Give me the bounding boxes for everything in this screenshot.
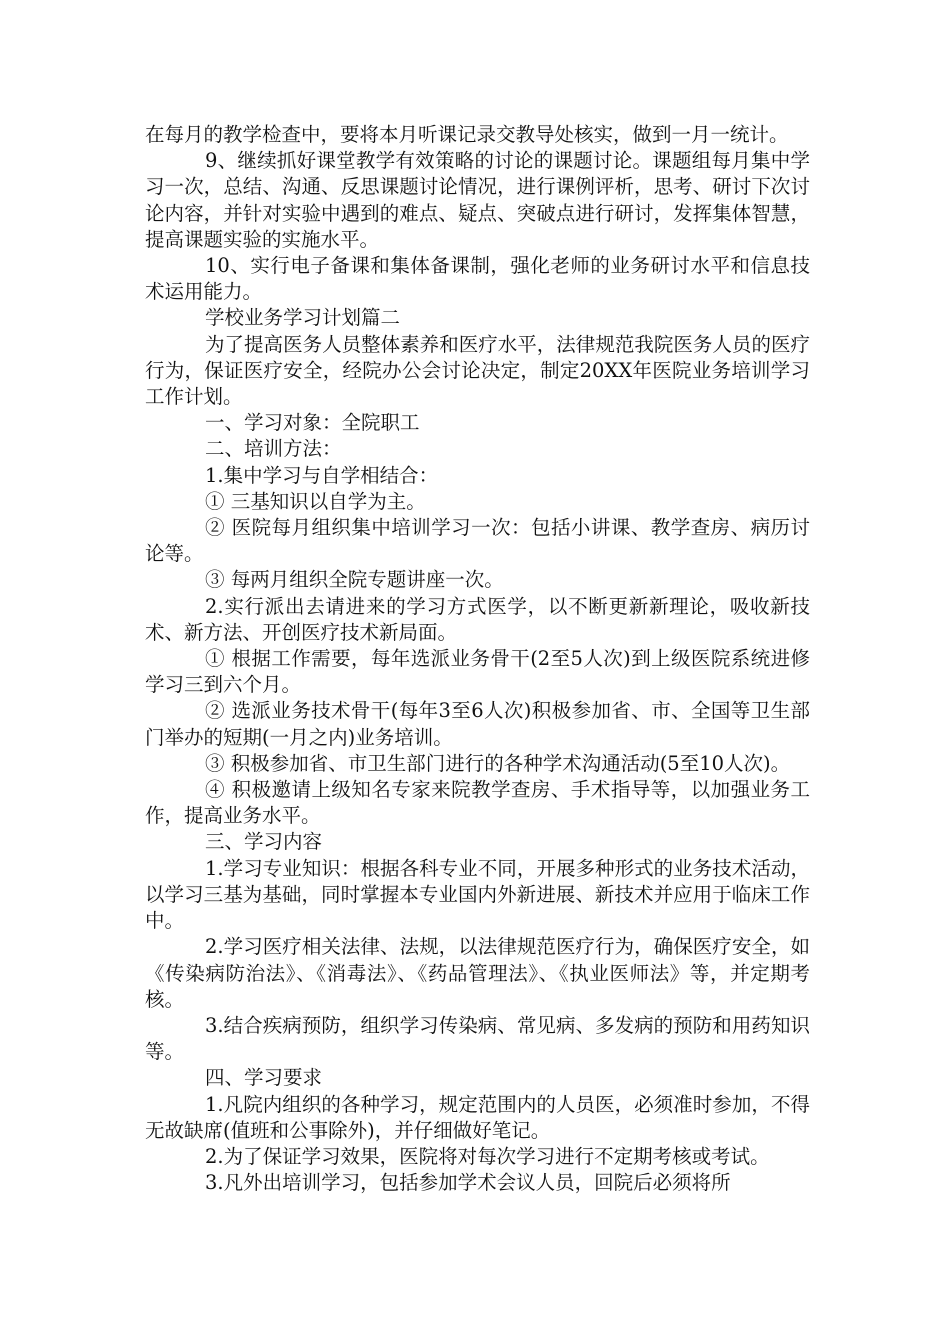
section-heading: 一、学习对象：全院职工 [205, 411, 420, 435]
paragraph: 2.实行派出去请进来的学习方式医学，以不断更新新理论，吸收新技术、新方法、开创医疗技术新局面。 [145, 594, 810, 644]
section-heading: 四、学习要求 [205, 1066, 323, 1090]
list-item: ① 三基知识以自学为主。 [205, 489, 426, 513]
paragraph: 9、继续抓好课堂教学有效策略的讨论的课题讨论。课题组每月集中学习一次，总结、沟通、反思课题讨论情况，进行课例评析，思考、研讨下次讨论内容，并针对实验中遇到的难点、疑点、突破点进行研讨，发挥集体智慧，提高课题实验的实施水平。 [145, 149, 810, 251]
paragraph: 2.为了保证学习效果，医院将对每次学习进行不定期考核或考试。 [205, 1144, 770, 1168]
paragraph: 3.凡外出培训学习，包括参加学术会议人员，回院后必须将所 [205, 1171, 731, 1195]
list-item: ② 选派业务技术骨干(每年3至6人次)积极参加省、市、全国等卫生部门举办的短期(一月之内)业务培训。 [145, 699, 810, 749]
paragraph: 1.凡院内组织的各种学习，规定范围内的人员医，必须准时参加，不得无故缺席(值班和公事除外)，并仔细做好笔记。 [145, 1092, 810, 1142]
list-item: ③ 积极参加省、市卫生部门进行的各种学术沟通活动(5至10人次)。 [205, 751, 791, 775]
paragraph: 为了提高医务人员整体素养和医疗水平，法律规范我院医务人员的医疗行为，保证医疗安全，经院办公会讨论决定，制定20XX年医院业务培训学习工作计划。 [145, 332, 810, 409]
paragraph: 10、实行电子备课和集体备课制，强化老师的业务研讨水平和信息技术运用能力。 [145, 254, 810, 304]
list-item: ① 根据工作需要，每年选派业务骨干(2至5人次)到上级医院系统进修学习三到六个月。 [145, 647, 810, 697]
paragraph: 2.学习医疗相关法律、法规，以法律规范医疗行为，确保医疗安全，如《传染病防治法》、《消毒法》、《药品管理法》、《执业医师法》等，并定期考核。 [145, 935, 810, 1011]
paragraph: 1.学习专业知识：根据各科专业不同，开展多种形式的业务技术活动，以学习三基为基础，同时掌握本专业国内外新进展、新技术并应用于临床工作中。 [145, 856, 810, 933]
document-body [145, 122, 810, 1196]
list-item: ④ 积极邀请上级知名专家来院教学查房、手术指导等，以加强业务工作，提高业务水平。 [145, 778, 810, 828]
paragraph: 3.结合疾病预防，组织学习传染病、常见病、多发病的预防和用药知识等。 [145, 1013, 810, 1064]
list-item: ③ 每两月组织全院专题讲座一次。 [205, 568, 504, 592]
section-heading: 二、培训方法： [205, 437, 342, 461]
list-item: ② 医院每月组织集中培训学习一次：包括小讲课、教学查房、病历讨论等。 [145, 516, 810, 566]
paragraph: 在每月的教学检查中，要将本月听课记录交教导处核实，做到一月一统计。 [145, 123, 789, 146]
paragraph: 1.集中学习与自学相结合： [205, 463, 439, 487]
section-heading: 三、学习内容 [205, 830, 323, 854]
section-heading: 学校业务学习计划篇二 [205, 306, 401, 330]
